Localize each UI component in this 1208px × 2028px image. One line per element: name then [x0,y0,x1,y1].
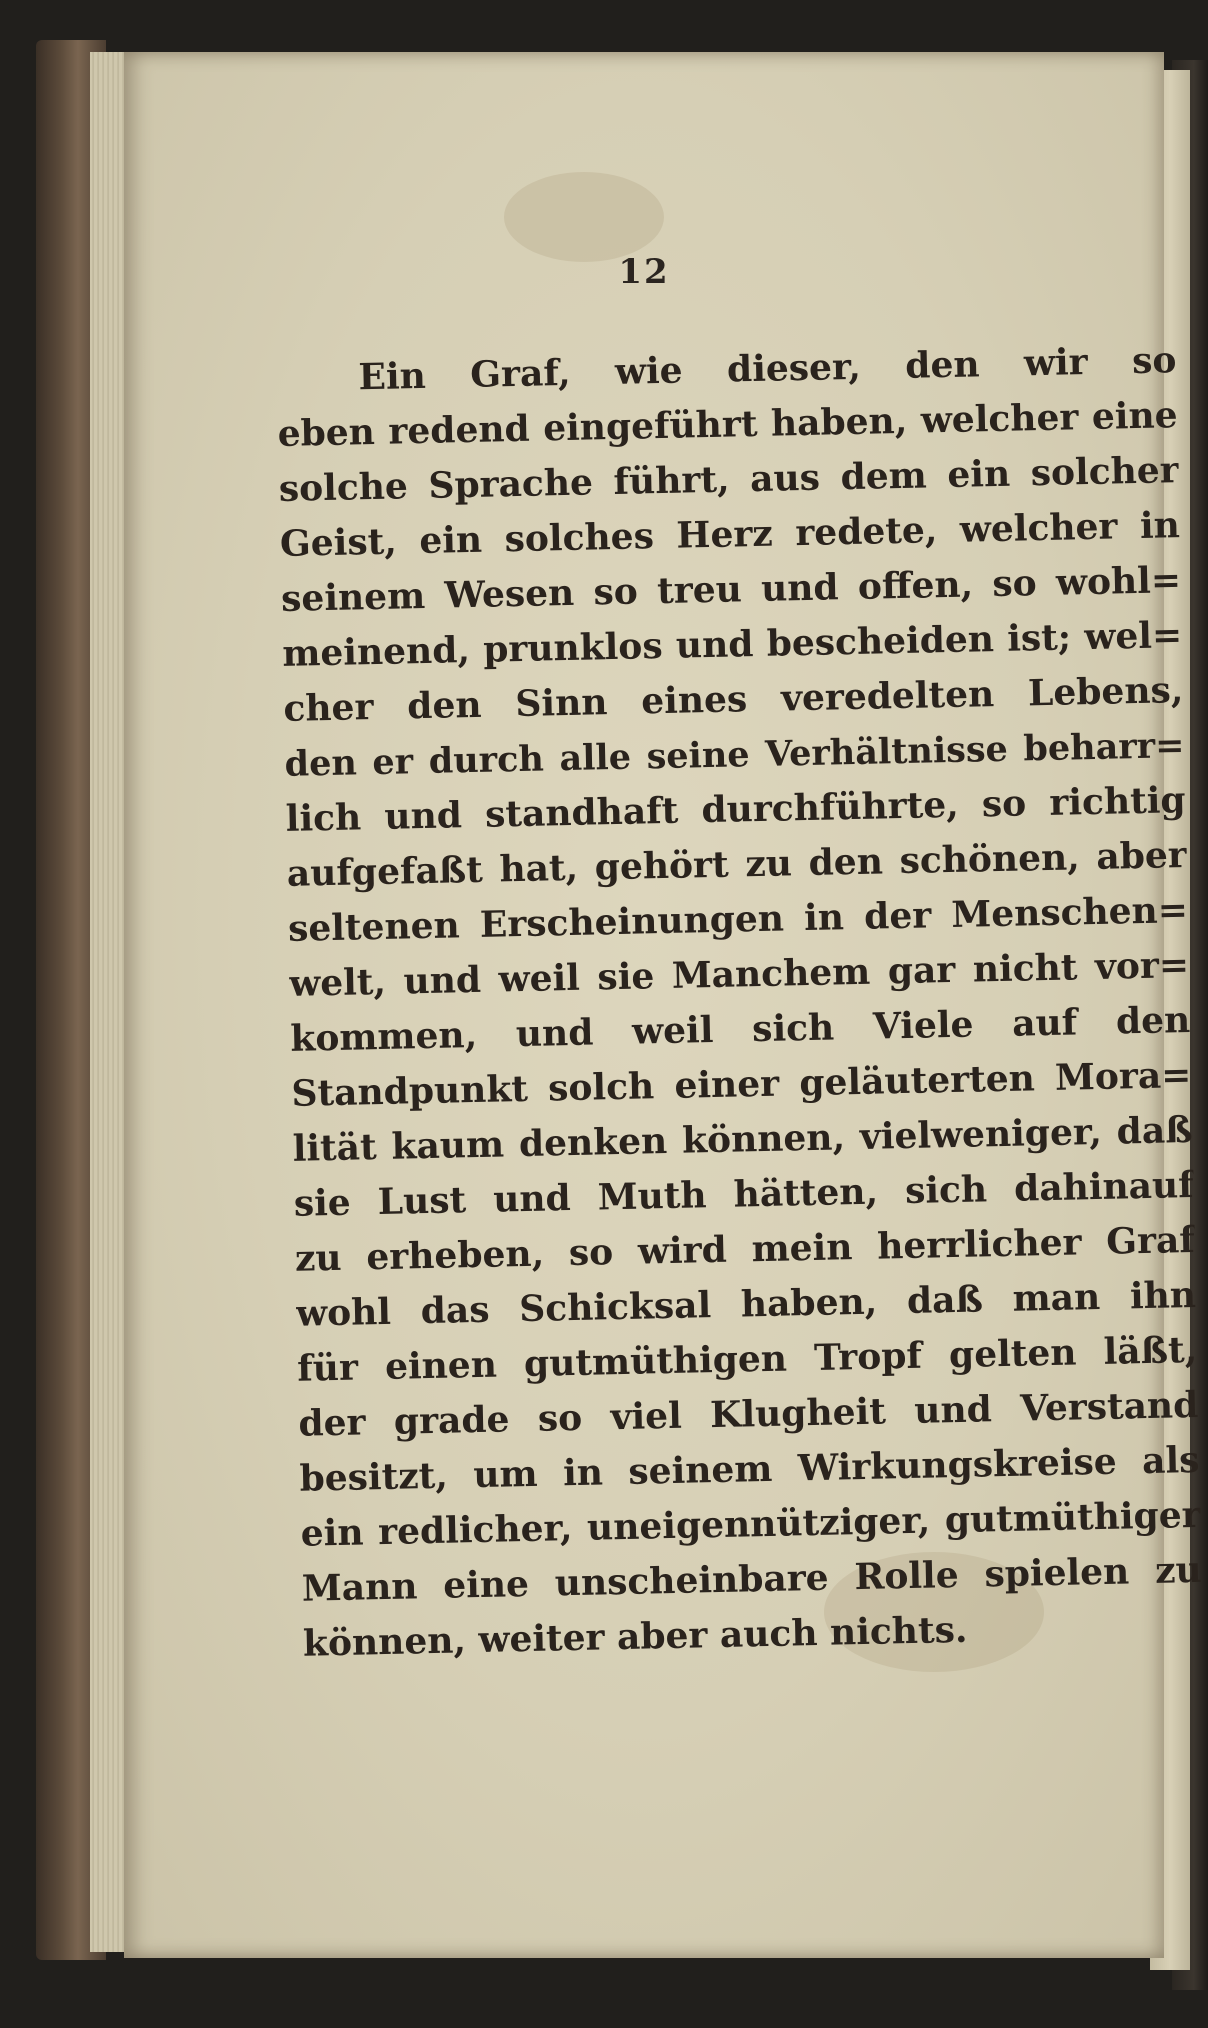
text-line: meinend, prunklos und bescheiden ist; wel= [281,614,1183,675]
text-line: besitzt, um in seinem Wirkungskreise als [299,1438,1200,1500]
text-line: solche Sprache führt, aus dem ein solcher [278,449,1180,510]
text-line: seltenen Erscheinungen in der Menschen= [287,889,1189,950]
text-line: kommen, und weil sich Viele auf den [289,999,1191,1060]
paper-stain [504,172,664,262]
book-page [124,52,1203,1958]
text-line: cher den Sinn eines veredelten Lebens, [283,669,1184,730]
text-line: seinem Wesen so treu und offen, so wohl= [280,559,1182,620]
page-number: 12 [618,252,670,292]
text-line: wohl das Schicksal haben, daß man ihn [295,1273,1197,1335]
text-line: Geist, ein solches Herz redete, welcher in [279,504,1181,565]
text-line: können, weiter aber auch nichts. [302,1608,968,1665]
text-line: den er durch alle seine Verhältnisse beharr= [284,725,1185,785]
text-line: lität kaum denken können, vielweniger, daß [292,1108,1193,1170]
text-line: Ein Graf, wie dieser, den wir so [358,339,1177,399]
text-line: lich und standhaft durchführte, so richtig [285,779,1187,840]
text-line: eben redend eingeführt haben, welcher eine [277,394,1178,455]
body-text [276,333,1203,1672]
text-line: Mann eine unscheinbare Rolle spielen zu [301,1548,1203,1610]
text-line: zu erheben, so wird mein herrlicher Graf [294,1218,1196,1280]
text-line: welt, und weil sie Manchem gar nicht vor= [288,944,1190,1005]
text-line: aufgefaßt hat, gehört zu den schönen, aber [286,834,1188,895]
text-line: sie Lust und Muth hätten, sich dahinauf [293,1163,1195,1225]
text-line: Standpunkt solch einer geläuterten Mora= [291,1053,1192,1115]
text-line: für einen gutmüthigen Tropf gelten läßt, [296,1328,1198,1390]
text-line: der grade so viel Klugheit und Verstand [298,1383,1199,1445]
text-line: ein redlicher, uneigennütziger, gutmüthiger [300,1493,1201,1555]
